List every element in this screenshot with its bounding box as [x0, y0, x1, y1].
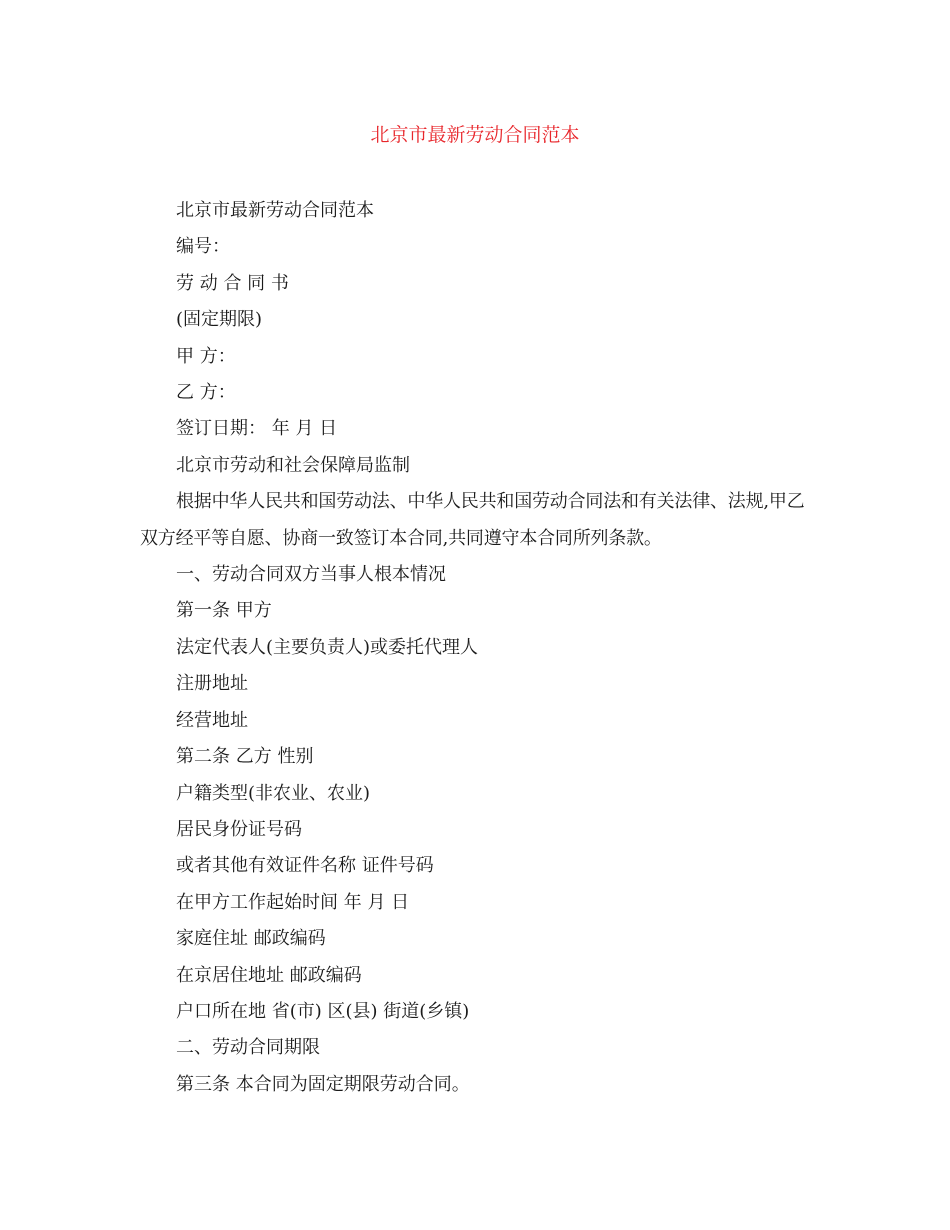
doc-line: 北京市最新劳动合同范本	[176, 200, 374, 221]
clause-line: 第二条 乙方 性别	[176, 746, 314, 768]
clause-line: 户籍类型(非农业、农业)	[176, 782, 371, 804]
clause-line: 在京居住地址 邮政编码	[176, 964, 362, 986]
clause-line: 经营地址	[176, 709, 248, 731]
preamble-paragraph: 根据中华人民共和国劳动法、中华人民共和国劳动合同法和有关法律、法规,甲乙双方经平等自愿、协商一致签订本合同,共同遵守本合同所列条款。	[140, 491, 805, 549]
doc-line: 编号：	[176, 236, 230, 258]
clause-line: 家庭住址 邮政编码	[176, 928, 326, 950]
document-title: 北京市最新劳动合同范本	[370, 124, 580, 146]
clause-line: 居民身份证号码	[176, 818, 302, 840]
doc-line: 北京市劳动和社会保障局监制	[176, 454, 410, 476]
clause-line: 一、劳动合同双方当事人根本情况	[176, 564, 446, 586]
doc-line: 甲 方：	[176, 345, 236, 367]
doc-line: (固定期限)	[176, 309, 263, 331]
clause-line: 法定代表人(主要负责人)或委托代理人	[176, 636, 479, 658]
clause-line: 第三条 本合同为固定期限劳动合同。	[176, 1073, 470, 1095]
doc-line: 签订日期： 年 月 日	[176, 418, 338, 440]
clause-line: 或者其他有效证件名称 证件号码	[176, 855, 434, 877]
doc-line: 劳 动 合 同 书	[176, 272, 289, 294]
clause-line: 第一条 甲方	[176, 600, 272, 622]
clause-line: 在甲方工作起始时间 年 月 日	[176, 891, 410, 913]
clause-line: 注册地址	[176, 673, 248, 695]
doc-line: 乙 方：	[176, 382, 236, 404]
clause-line: 户口所在地 省(市) 区(县) 街道(乡镇)	[176, 1000, 470, 1022]
clause-line: 二、劳动合同期限	[176, 1037, 320, 1059]
document-body	[140, 193, 820, 1103]
